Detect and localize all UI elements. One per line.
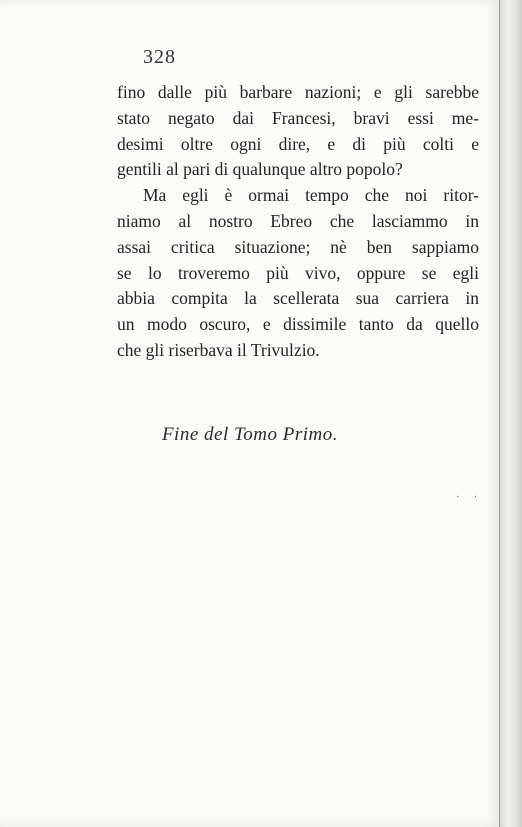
colophon-end-of-volume: Fine del Tomo Primo. <box>161 424 339 445</box>
text-line: niamo al nostro Ebreo che lasciammo in <box>117 210 479 231</box>
text-line: gentili al pari di qualunque altro popolo? <box>117 159 403 180</box>
text-line: Ma egli è ormai tempo che noi ritor- <box>143 185 479 206</box>
text-line: un modo oscuro, e dissimile tanto da quello <box>117 314 479 335</box>
text-line: stato negato dai Francesi, bravi essi me- <box>117 107 479 128</box>
text-line: se lo troveremo più vivo, oppure se egli <box>117 262 479 283</box>
page-edge <box>499 0 522 827</box>
text-line: abbia compita la scellerata sua carriera in <box>117 288 479 309</box>
paper-specks: · · <box>456 492 484 503</box>
text-line: fino dalle più barbare nazioni; e gli sarebbe <box>117 82 479 102</box>
body-text <box>117 80 479 364</box>
page-number: 328 <box>143 46 176 68</box>
text-line: che gli riserbava il Trivulzio. <box>117 339 320 360</box>
text-line: desimi oltre ogni dire, e di più colti e <box>117 133 479 154</box>
text-line: assai critica situazione; nè ben sappiamo <box>117 236 479 257</box>
